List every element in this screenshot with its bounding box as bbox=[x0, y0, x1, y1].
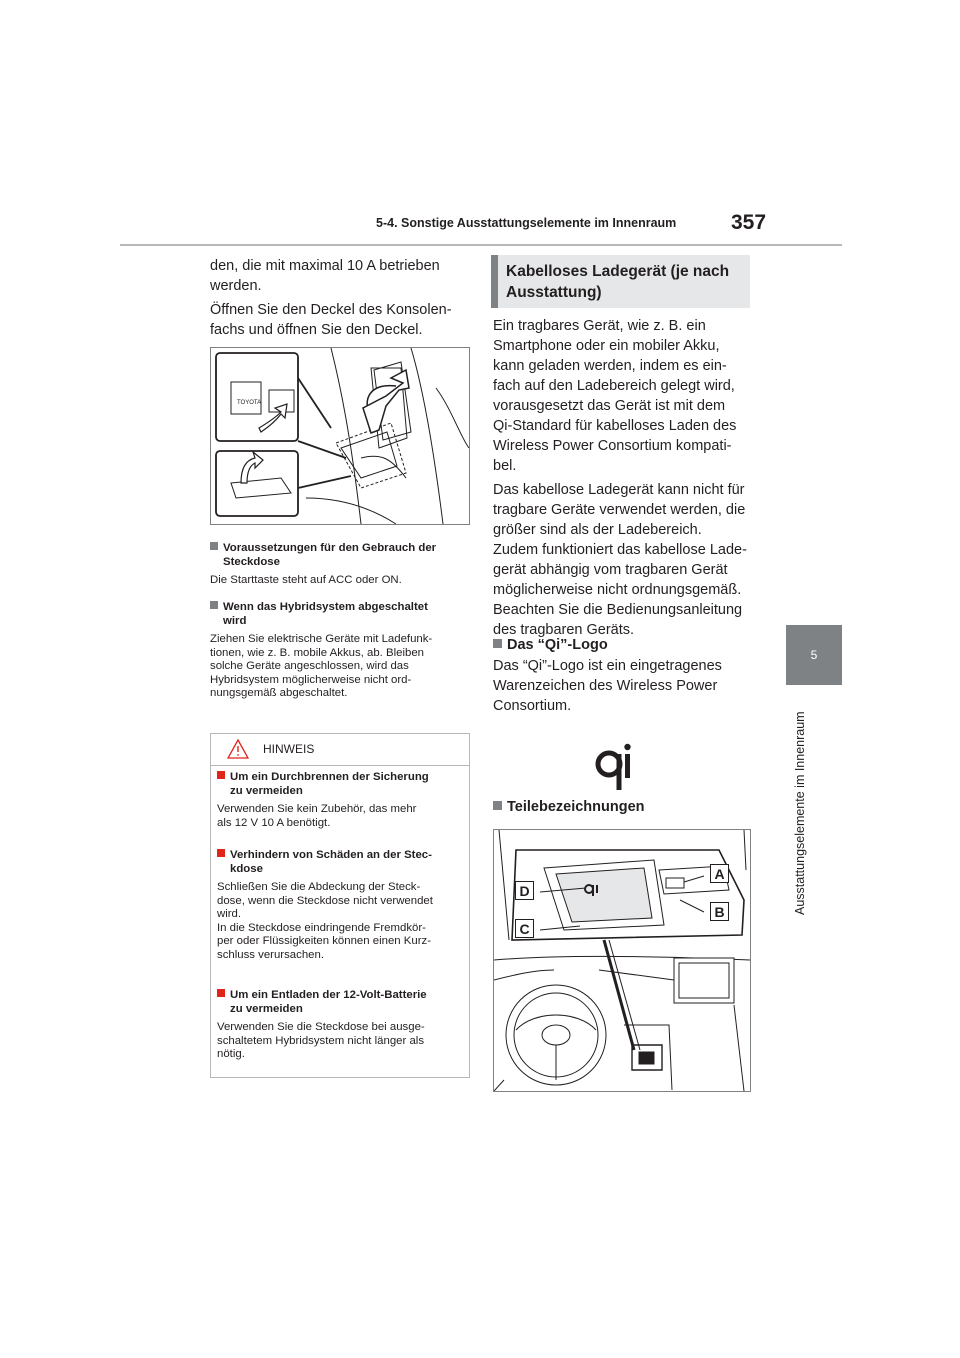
notice-item-title-text: Verhindern von Schäden an der Stec- bbox=[230, 849, 432, 861]
text-line: fach auf den Ladebereich gelegt wird, bbox=[493, 378, 735, 394]
text-line: möglicherweise nicht ordnungsgemäß. bbox=[493, 582, 742, 598]
sub-heading-text: Voraussetzungen für den Gebrauch der bbox=[223, 542, 437, 554]
notice-item-title bbox=[217, 989, 465, 1016]
notice-box bbox=[210, 733, 470, 1078]
text-line: dose, wenn die Steckdose nicht verwendet bbox=[217, 894, 433, 907]
notice-item-title-text: zu vermeiden bbox=[230, 784, 303, 797]
sub-text: Die Starttaste steht auf ACC oder ON. bbox=[210, 574, 402, 586]
section-title-line: Ausstattung) bbox=[506, 284, 602, 301]
charger-parts-figure bbox=[493, 829, 751, 1092]
sub-text bbox=[210, 633, 472, 701]
parts-heading-text: Teilebezeichnungen bbox=[507, 799, 645, 815]
bullet-square-icon bbox=[210, 601, 218, 609]
label-a: A bbox=[710, 864, 729, 883]
text-line: Consortium. bbox=[493, 698, 572, 714]
qi-heading-text: Das “Qi”-Logo bbox=[507, 637, 608, 653]
console-socket-figure bbox=[210, 347, 470, 525]
text-line: nötig. bbox=[217, 1048, 245, 1060]
notice-item-title-text: Um ein Entladen der 12-Volt-Batterie bbox=[230, 989, 427, 1001]
chapter-side-title bbox=[787, 690, 815, 920]
text-line: Qi-Standard für kabelloses Laden des bbox=[493, 418, 737, 434]
notice-item bbox=[217, 989, 465, 1062]
notice-item bbox=[217, 771, 465, 830]
section-title-line: Kabelloses Ladegerät (je nach bbox=[506, 263, 730, 280]
text-line: gerät abhängig vom tragbaren Gerät bbox=[493, 562, 728, 578]
notice-heading-rule bbox=[211, 765, 469, 766]
sub-heading bbox=[210, 601, 472, 628]
console-socket-illustration bbox=[211, 348, 469, 524]
intro-line: fachs und öffnen Sie den Deckel. bbox=[210, 322, 423, 338]
text-line: Zudem funktioniert das kabellose Lade- bbox=[493, 542, 747, 558]
qi-description bbox=[493, 656, 773, 716]
toyota-lid-text: TOYOTA bbox=[237, 400, 262, 406]
notice-item-text bbox=[217, 1021, 465, 1062]
text-line: Hybridsystem möglicherweise nicht ord- bbox=[210, 673, 412, 686]
sub-hybrid-off bbox=[210, 601, 472, 701]
text-line: nungsgemäß abgeschaltet. bbox=[210, 687, 348, 699]
section-title-bar bbox=[491, 255, 750, 308]
notice-item-title bbox=[217, 849, 465, 876]
text-line: Verwenden Sie die Steckdose bei ausge- bbox=[217, 1021, 425, 1033]
notice-item-title-text: kdose bbox=[230, 862, 263, 875]
bullet-square-icon bbox=[493, 639, 502, 648]
bullet-square-icon bbox=[217, 849, 225, 857]
notice-item-title-text: zu vermeiden bbox=[230, 1002, 303, 1015]
text-line: tionen, wie z. B. mobile Akkus, ab. Bleiben bbox=[210, 646, 425, 659]
qi-heading bbox=[493, 635, 773, 655]
text-line: per oder Flüssigkeiten können einen Kurz- bbox=[217, 935, 432, 947]
running-header: 5-4. Sonstige Ausstattungselemente im Innenraum bbox=[376, 216, 677, 230]
text-line: als 12 V 10 A benötigt. bbox=[217, 816, 331, 829]
text-line: bel. bbox=[493, 458, 517, 474]
parts-heading bbox=[493, 797, 773, 817]
notice-heading: HINWEIS bbox=[263, 742, 315, 756]
text-line: Beachten Sie die Bedienungsanleitung bbox=[493, 602, 743, 618]
notice-item bbox=[217, 849, 465, 962]
bullet-square-icon bbox=[210, 542, 218, 550]
text-line: vorausgesetzt das Gerät ist mit dem bbox=[493, 398, 726, 414]
chapter-tab bbox=[786, 625, 842, 685]
text-line: Das “Qi”-Logo ist ein eingetragenes bbox=[493, 658, 722, 674]
bullet-square-icon bbox=[217, 771, 225, 779]
text-line: Ein tragbares Gerät, wie z. B. ein bbox=[493, 318, 706, 334]
text-line: schluss verursachen. bbox=[217, 948, 324, 961]
notice-item-text bbox=[217, 803, 465, 830]
intro-text bbox=[210, 256, 480, 340]
text-line: schaltetem Hybridsystem nicht länger als bbox=[217, 1034, 425, 1047]
text-line: solche Geräte angeschlossen, wird das bbox=[210, 660, 409, 672]
text-line: Verwenden Sie kein Zubehör, das mehr bbox=[217, 803, 417, 815]
bullet-square-icon bbox=[217, 989, 225, 997]
sub-requirements bbox=[210, 542, 472, 588]
text-line: kann geladen werden, indem es ein- bbox=[493, 358, 727, 374]
text-line: Warenzeichen des Wireless Power bbox=[493, 678, 718, 694]
text-line: Schließen Sie die Abdeckung der Steck- bbox=[217, 881, 421, 893]
page-number: 357 bbox=[731, 211, 767, 234]
warning-triangle-icon bbox=[227, 739, 249, 759]
chapter-side-title-text: Ausstattungselemente im Innenraum bbox=[793, 711, 807, 915]
text-line: tragbare Geräte verwendet werden, die bbox=[493, 502, 746, 518]
qi-logo-icon bbox=[594, 742, 634, 792]
text-line: Das kabellose Ladegerät kann nicht für bbox=[493, 482, 745, 498]
chapter-number: 5 bbox=[810, 648, 818, 662]
section-title bbox=[506, 261, 746, 303]
header-rule bbox=[120, 244, 842, 246]
intro-line: werden. bbox=[210, 278, 262, 294]
notice-item-title bbox=[217, 771, 465, 798]
text-line: wird. bbox=[217, 908, 242, 920]
text-line: Wireless Power Consortium kompati- bbox=[493, 438, 732, 454]
text-line: In die Steckdose eindringende Fremdkör- bbox=[217, 921, 426, 934]
section-title-accent bbox=[491, 255, 498, 308]
sub-heading bbox=[210, 542, 472, 569]
notice-item-title-text: Um ein Durchbrennen der Sicherung bbox=[230, 771, 429, 783]
label-d: D bbox=[515, 881, 534, 900]
label-b: B bbox=[710, 902, 729, 921]
sub-heading-text: Wenn das Hybridsystem abgeschaltet bbox=[223, 601, 428, 613]
sub-heading-text: wird bbox=[223, 614, 247, 627]
sub-heading-text: Steckdose bbox=[223, 555, 280, 568]
text-line: Smartphone oder ein mobiler Akku, bbox=[493, 338, 720, 354]
label-c: C bbox=[515, 919, 534, 938]
text-line: des tragbaren Geräts. bbox=[493, 622, 635, 638]
bullet-square-icon bbox=[493, 801, 502, 810]
text-line: Ziehen Sie elektrische Geräte mit Ladefunk- bbox=[210, 633, 433, 645]
intro-line: Öffnen Sie den Deckel des Konsolen- bbox=[210, 302, 452, 318]
intro-line: den, die mit maximal 10 A betrieben bbox=[210, 258, 440, 274]
notice-item-text bbox=[217, 881, 465, 962]
charger-description bbox=[493, 316, 773, 640]
text-line: größer sind als der Ladebereich. bbox=[493, 522, 702, 538]
